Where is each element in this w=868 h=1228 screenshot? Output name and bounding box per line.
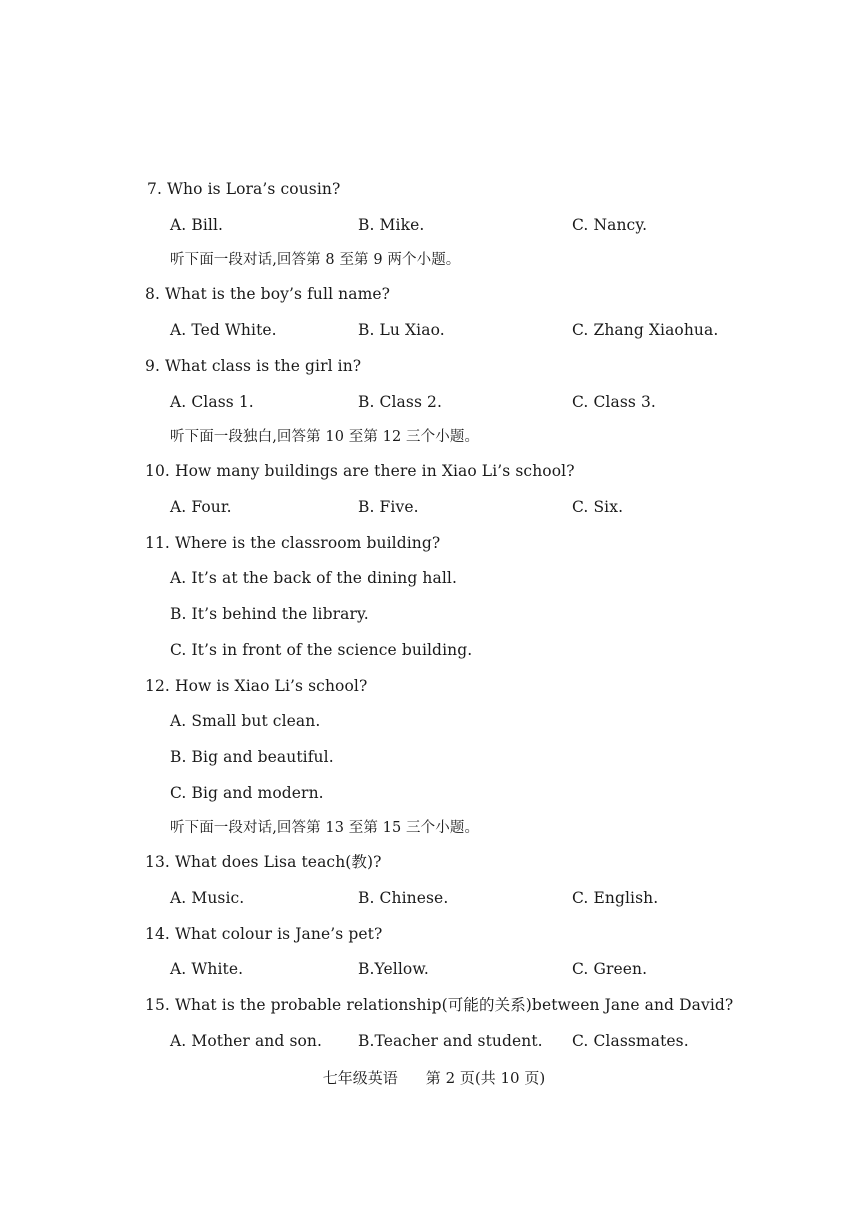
question-11-stem: 11. Where is the classroom building? — [145, 534, 441, 552]
question-11-option-c: C. It’s in front of the science building. — [170, 641, 473, 659]
question-15-option-b: B.Teacher and student. — [358, 1032, 543, 1050]
question-7-option-b: B. Mike. — [358, 216, 425, 234]
footer-subject: 七年级英语 — [322, 1069, 398, 1087]
question-12-stem: 12. How is Xiao Li’s school? — [145, 677, 368, 695]
question-9-option-c: C. Class 3. — [572, 393, 656, 411]
question-12-option-c: C. Big and modern. — [170, 784, 324, 802]
page-footer — [0, 1068, 868, 1088]
question-9-stem: 9. What class is the girl in? — [145, 357, 362, 375]
question-9-option-a: A. Class 1. — [170, 393, 254, 411]
question-12-option-b: B. Big and beautiful. — [170, 748, 334, 766]
question-9-option-b: B. Class 2. — [358, 393, 443, 411]
question-11-option-b: B. It’s behind the library. — [170, 605, 369, 623]
instruction-13-15: 听下面一段对话,回答第 13 至第 15 三个小题。 — [170, 820, 480, 836]
question-10-option-a: A. Four. — [170, 498, 232, 516]
question-7-option-c: C. Nancy. — [572, 216, 648, 234]
footer-page-number: 第 2 页(共 10 页) — [425, 1069, 546, 1087]
question-13-option-c: C. English. — [572, 889, 659, 907]
question-10-option-c: C. Six. — [572, 498, 624, 516]
question-11-option-a: A. It’s at the back of the dining hall. — [170, 569, 458, 587]
question-15-option-c: C. Classmates. — [572, 1032, 689, 1050]
question-13-stem: 13. What does Lisa teach(教)? — [145, 853, 382, 871]
question-13-option-b: B. Chinese. — [358, 889, 449, 907]
instruction-8-9: 听下面一段对话,回答第 8 至第 9 两个小题。 — [170, 252, 461, 268]
question-14-option-c: C. Green. — [572, 960, 648, 978]
instruction-10-12: 听下面一段独白,回答第 10 至第 12 三个小题。 — [170, 429, 480, 445]
question-12-option-a: A. Small but clean. — [170, 712, 321, 730]
question-8-stem: 8. What is the boy’s full name? — [145, 285, 391, 303]
question-14-option-a: A. White. — [170, 960, 244, 978]
question-8-option-c: C. Zhang Xiaohua. — [572, 321, 719, 339]
question-15-stem: 15. What is the probable relationship(可能的关系)between Jane and David? — [145, 996, 734, 1014]
question-10-stem: 10. How many buildings are there in Xiao Li’s school? — [145, 462, 575, 480]
question-7-option-a: A. Bill. — [170, 216, 224, 234]
question-8-option-a: A. Ted White. — [170, 321, 277, 339]
question-15-option-a: A. Mother and son. — [170, 1032, 323, 1050]
question-8-option-b: B. Lu Xiao. — [358, 321, 445, 339]
question-13-option-a: A. Music. — [170, 889, 245, 907]
question-14-stem: 14. What colour is Jane’s pet? — [145, 925, 383, 943]
question-7-stem: 7. Who is Lora’s cousin? — [147, 180, 341, 198]
question-10-option-b: B. Five. — [358, 498, 419, 516]
question-14-option-b: B.Yellow. — [358, 960, 429, 978]
